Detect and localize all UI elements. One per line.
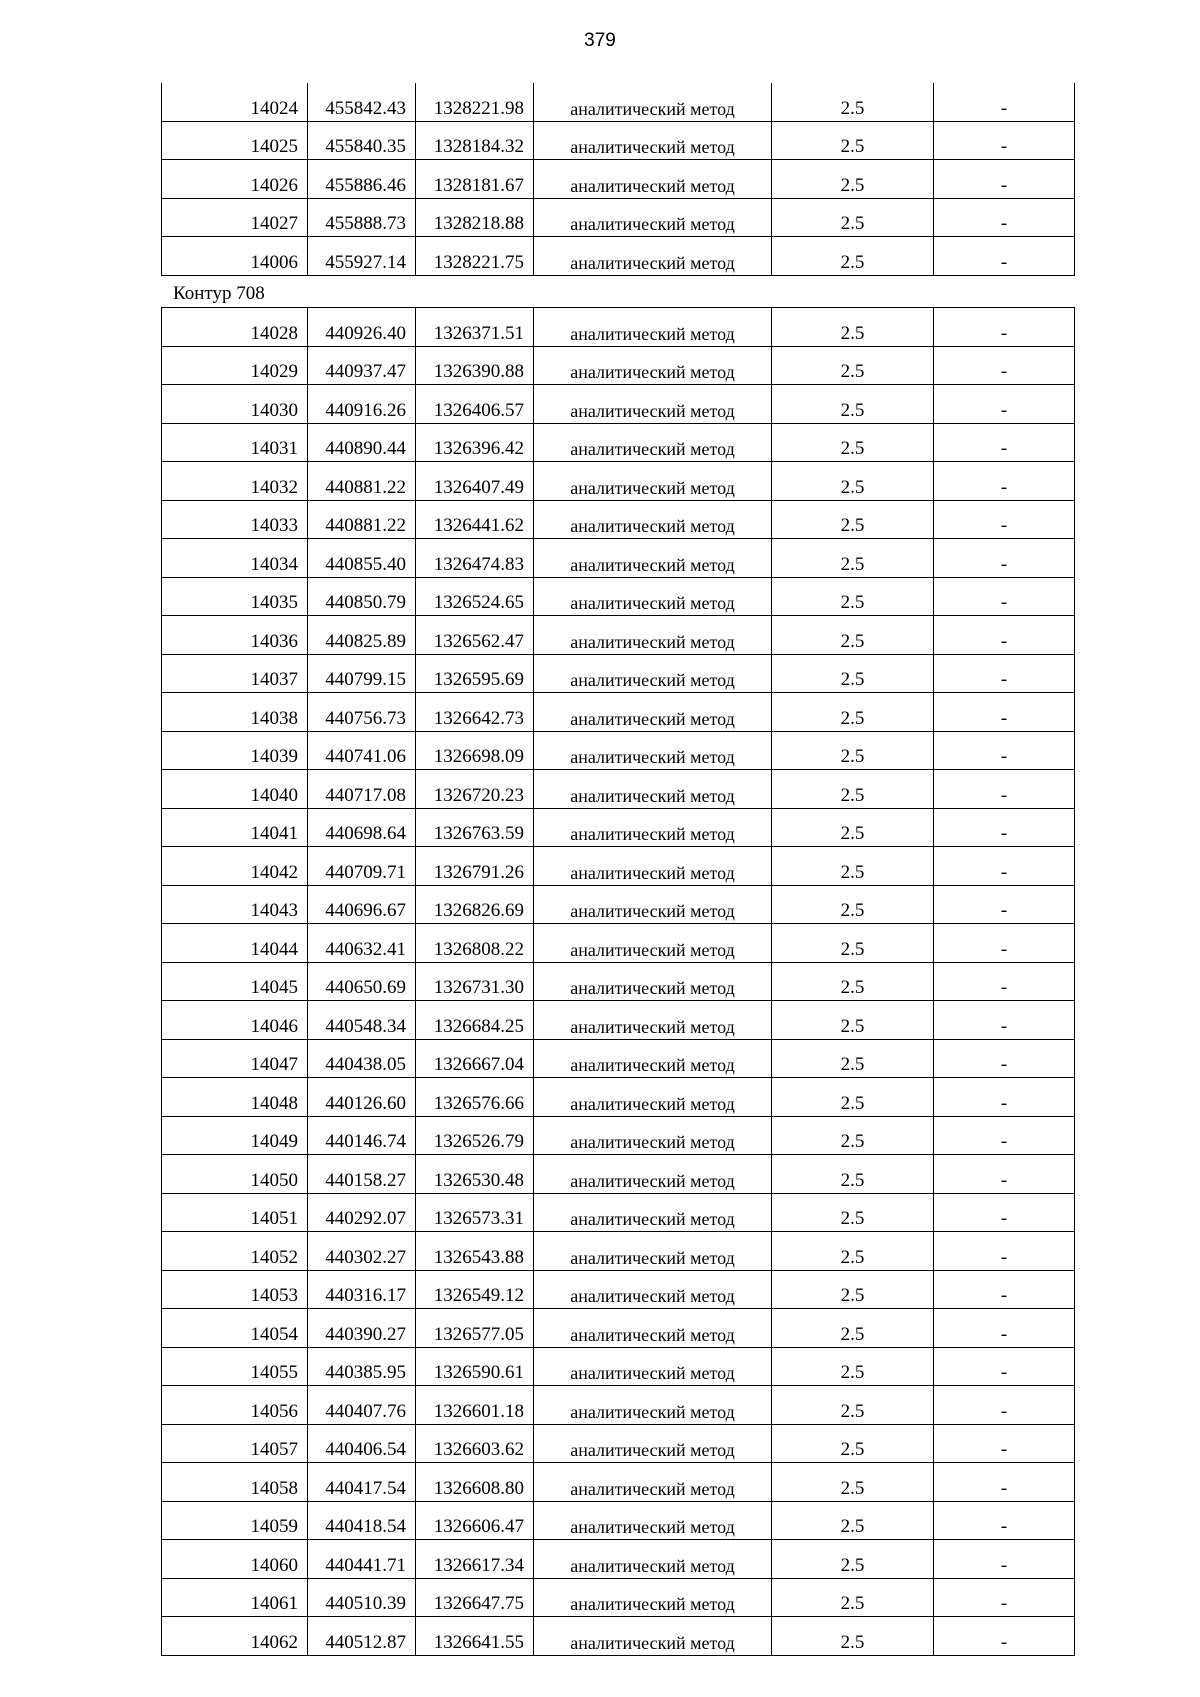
precision-cell: 2.5 — [772, 847, 934, 886]
y-coordinate-cell: 1326371.51 — [416, 308, 534, 347]
point-number-cell: 14051 — [162, 1193, 308, 1232]
precision-cell: 2.5 — [772, 1424, 934, 1463]
note-cell: - — [934, 1347, 1075, 1386]
precision-cell: 2.5 — [772, 693, 934, 732]
y-coordinate-cell: 1326731.30 — [416, 962, 534, 1001]
y-coordinate-cell: 1326647.75 — [416, 1578, 534, 1617]
y-coordinate-cell: 1326576.66 — [416, 1078, 534, 1117]
point-number-cell: 14056 — [162, 1386, 308, 1425]
table-row — [162, 1501, 1075, 1540]
method-cell: аналитический метод — [534, 83, 772, 121]
note-cell: - — [934, 121, 1075, 160]
y-coordinate-cell: 1326667.04 — [416, 1039, 534, 1078]
point-number-cell: 14024 — [162, 83, 308, 121]
y-coordinate-cell: 1326720.23 — [416, 770, 534, 809]
y-coordinate-cell: 1326595.69 — [416, 654, 534, 693]
method-cell: аналитический метод — [534, 160, 772, 199]
table-row — [162, 346, 1075, 385]
precision-cell: 2.5 — [772, 1617, 934, 1656]
y-coordinate-cell: 1326577.05 — [416, 1309, 534, 1348]
method-cell: аналитический метод — [534, 654, 772, 693]
point-number-cell: 14035 — [162, 577, 308, 616]
x-coordinate-cell: 440390.27 — [308, 1309, 416, 1348]
table-row — [162, 885, 1075, 924]
point-number-cell: 14043 — [162, 885, 308, 924]
y-coordinate-cell: 1326808.22 — [416, 924, 534, 963]
note-cell: - — [934, 693, 1075, 732]
method-cell: аналитический метод — [534, 616, 772, 655]
table-row — [162, 121, 1075, 160]
y-coordinate-cell: 1326590.61 — [416, 1347, 534, 1386]
y-coordinate-cell: 1326826.69 — [416, 885, 534, 924]
table-row — [162, 1039, 1075, 1078]
point-number-cell: 14041 — [162, 808, 308, 847]
table-row — [162, 1424, 1075, 1463]
table-row — [162, 462, 1075, 501]
precision-cell: 2.5 — [772, 1386, 934, 1425]
precision-cell: 2.5 — [772, 808, 934, 847]
note-cell: - — [934, 1270, 1075, 1309]
y-coordinate-cell: 1326549.12 — [416, 1270, 534, 1309]
precision-cell: 2.5 — [772, 500, 934, 539]
method-cell: аналитический метод — [534, 1193, 772, 1232]
y-coordinate-cell: 1326474.83 — [416, 539, 534, 578]
note-cell: - — [934, 1463, 1075, 1502]
point-number-cell: 14052 — [162, 1232, 308, 1271]
point-number-cell: 14054 — [162, 1309, 308, 1348]
method-cell: аналитический метод — [534, 1540, 772, 1579]
x-coordinate-cell: 440292.07 — [308, 1193, 416, 1232]
method-cell: аналитический метод — [534, 1617, 772, 1656]
x-coordinate-cell: 440510.39 — [308, 1578, 416, 1617]
table-row — [162, 577, 1075, 616]
x-coordinate-cell: 440650.69 — [308, 962, 416, 1001]
table-row — [162, 539, 1075, 578]
note-cell: - — [934, 924, 1075, 963]
point-number-cell: 14049 — [162, 1116, 308, 1155]
note-cell: - — [934, 808, 1075, 847]
note-cell: - — [934, 1540, 1075, 1579]
table-row — [162, 924, 1075, 963]
method-cell: аналитический метод — [534, 1501, 772, 1540]
note-cell: - — [934, 346, 1075, 385]
point-number-cell: 14032 — [162, 462, 308, 501]
table-row — [162, 1270, 1075, 1309]
point-number-cell: 14031 — [162, 423, 308, 462]
method-cell: аналитический метод — [534, 808, 772, 847]
table-row — [162, 731, 1075, 770]
y-coordinate-cell: 1326763.59 — [416, 808, 534, 847]
x-coordinate-cell: 440937.47 — [308, 346, 416, 385]
y-coordinate-cell: 1328218.88 — [416, 198, 534, 237]
x-coordinate-cell: 440696.67 — [308, 885, 416, 924]
point-number-cell: 14048 — [162, 1078, 308, 1117]
table-body — [162, 83, 1075, 275]
point-number-cell: 14055 — [162, 1347, 308, 1386]
y-coordinate-cell: 1326642.73 — [416, 693, 534, 732]
x-coordinate-cell: 440926.40 — [308, 308, 416, 347]
note-cell: - — [934, 423, 1075, 462]
y-coordinate-cell: 1326562.47 — [416, 616, 534, 655]
note-cell: - — [934, 237, 1075, 276]
x-coordinate-cell: 455842.43 — [308, 83, 416, 121]
method-cell: аналитический метод — [534, 1078, 772, 1117]
precision-cell: 2.5 — [772, 1501, 934, 1540]
note-cell: - — [934, 654, 1075, 693]
table-row — [162, 770, 1075, 809]
precision-cell: 2.5 — [772, 308, 934, 347]
table-row — [162, 308, 1075, 347]
method-cell: аналитический метод — [534, 1039, 772, 1078]
point-number-cell: 14029 — [162, 346, 308, 385]
precision-cell: 2.5 — [772, 83, 934, 121]
note-cell: - — [934, 1309, 1075, 1348]
method-cell: аналитический метод — [534, 346, 772, 385]
point-number-cell: 14006 — [162, 237, 308, 276]
note-cell: - — [934, 1232, 1075, 1271]
method-cell: аналитический метод — [534, 1001, 772, 1040]
y-coordinate-cell: 1328221.98 — [416, 83, 534, 121]
point-number-cell: 14034 — [162, 539, 308, 578]
table-row — [162, 198, 1075, 237]
x-coordinate-cell: 440632.41 — [308, 924, 416, 963]
method-cell: аналитический метод — [534, 1386, 772, 1425]
method-cell: аналитический метод — [534, 1155, 772, 1194]
y-coordinate-cell: 1328181.67 — [416, 160, 534, 199]
method-cell: аналитический метод — [534, 308, 772, 347]
point-number-cell: 14060 — [162, 1540, 308, 1579]
y-coordinate-cell: 1326684.25 — [416, 1001, 534, 1040]
precision-cell: 2.5 — [772, 654, 934, 693]
table-row — [162, 1617, 1075, 1656]
method-cell: аналитический метод — [534, 731, 772, 770]
precision-cell: 2.5 — [772, 1309, 934, 1348]
table-row — [162, 1309, 1075, 1348]
table-row — [162, 423, 1075, 462]
note-cell: - — [934, 1155, 1075, 1194]
y-coordinate-cell: 1326603.62 — [416, 1424, 534, 1463]
precision-cell: 2.5 — [772, 770, 934, 809]
table-row — [162, 1540, 1075, 1579]
note-cell: - — [934, 500, 1075, 539]
precision-cell: 2.5 — [772, 616, 934, 655]
table-row — [162, 1232, 1075, 1271]
x-coordinate-cell: 440302.27 — [308, 1232, 416, 1271]
method-cell: аналитический метод — [534, 385, 772, 424]
note-cell: - — [934, 1116, 1075, 1155]
note-cell: - — [934, 83, 1075, 121]
point-number-cell: 14058 — [162, 1463, 308, 1502]
point-number-cell: 14044 — [162, 924, 308, 963]
x-coordinate-cell: 440126.60 — [308, 1078, 416, 1117]
method-cell: аналитический метод — [534, 500, 772, 539]
coordinates-table-top — [161, 83, 1075, 276]
table-row — [162, 962, 1075, 1001]
y-coordinate-cell: 1326791.26 — [416, 847, 534, 886]
note-cell: - — [934, 1424, 1075, 1463]
precision-cell: 2.5 — [772, 1578, 934, 1617]
table-row — [162, 237, 1075, 276]
y-coordinate-cell: 1326390.88 — [416, 346, 534, 385]
method-cell: аналитический метод — [534, 1347, 772, 1386]
y-coordinate-cell: 1326530.48 — [416, 1155, 534, 1194]
method-cell: аналитический метод — [534, 962, 772, 1001]
note-cell: - — [934, 1078, 1075, 1117]
table-row — [162, 654, 1075, 693]
note-cell: - — [934, 577, 1075, 616]
y-coordinate-cell: 1328221.75 — [416, 237, 534, 276]
note-cell: - — [934, 539, 1075, 578]
precision-cell: 2.5 — [772, 1193, 934, 1232]
precision-cell: 2.5 — [772, 539, 934, 578]
method-cell: аналитический метод — [534, 237, 772, 276]
table-row — [162, 847, 1075, 886]
note-cell: - — [934, 308, 1075, 347]
note-cell: - — [934, 770, 1075, 809]
table-row — [162, 385, 1075, 424]
y-coordinate-cell: 1326601.18 — [416, 1386, 534, 1425]
x-coordinate-cell: 440850.79 — [308, 577, 416, 616]
precision-cell: 2.5 — [772, 885, 934, 924]
y-coordinate-cell: 1326543.88 — [416, 1232, 534, 1271]
note-cell: - — [934, 160, 1075, 199]
x-coordinate-cell: 440717.08 — [308, 770, 416, 809]
y-coordinate-cell: 1328184.32 — [416, 121, 534, 160]
point-number-cell: 14025 — [162, 121, 308, 160]
point-number-cell: 14061 — [162, 1578, 308, 1617]
method-cell: аналитический метод — [534, 924, 772, 963]
point-number-cell: 14028 — [162, 308, 308, 347]
y-coordinate-cell: 1326406.57 — [416, 385, 534, 424]
precision-cell: 2.5 — [772, 121, 934, 160]
y-coordinate-cell: 1326641.55 — [416, 1617, 534, 1656]
x-coordinate-cell: 440417.54 — [308, 1463, 416, 1502]
method-cell: аналитический метод — [534, 423, 772, 462]
point-number-cell: 14040 — [162, 770, 308, 809]
precision-cell: 2.5 — [772, 423, 934, 462]
y-coordinate-cell: 1326608.80 — [416, 1463, 534, 1502]
note-cell: - — [934, 198, 1075, 237]
method-cell: аналитический метод — [534, 1232, 772, 1271]
note-cell: - — [934, 962, 1075, 1001]
precision-cell: 2.5 — [772, 924, 934, 963]
precision-cell: 2.5 — [772, 385, 934, 424]
precision-cell: 2.5 — [772, 1347, 934, 1386]
table-row — [162, 83, 1075, 121]
precision-cell: 2.5 — [772, 1078, 934, 1117]
precision-cell: 2.5 — [772, 1270, 934, 1309]
x-coordinate-cell: 440407.76 — [308, 1386, 416, 1425]
point-number-cell: 14039 — [162, 731, 308, 770]
table-row — [162, 1001, 1075, 1040]
x-coordinate-cell: 455888.73 — [308, 198, 416, 237]
point-number-cell: 14046 — [162, 1001, 308, 1040]
x-coordinate-cell: 455927.14 — [308, 237, 416, 276]
point-number-cell: 14053 — [162, 1270, 308, 1309]
y-coordinate-cell: 1326617.34 — [416, 1540, 534, 1579]
table-row — [162, 1463, 1075, 1502]
y-coordinate-cell: 1326407.49 — [416, 462, 534, 501]
note-cell: - — [934, 1001, 1075, 1040]
note-cell: - — [934, 847, 1075, 886]
x-coordinate-cell: 440158.27 — [308, 1155, 416, 1194]
x-coordinate-cell: 440438.05 — [308, 1039, 416, 1078]
precision-cell: 2.5 — [772, 731, 934, 770]
method-cell: аналитический метод — [534, 1116, 772, 1155]
y-coordinate-cell: 1326606.47 — [416, 1501, 534, 1540]
precision-cell: 2.5 — [772, 1116, 934, 1155]
x-coordinate-cell: 440316.17 — [308, 1270, 416, 1309]
x-coordinate-cell: 440825.89 — [308, 616, 416, 655]
point-number-cell: 14030 — [162, 385, 308, 424]
table-body — [162, 308, 1075, 1656]
y-coordinate-cell: 1326573.31 — [416, 1193, 534, 1232]
y-coordinate-cell: 1326526.79 — [416, 1116, 534, 1155]
point-number-cell: 14036 — [162, 616, 308, 655]
x-coordinate-cell: 440881.22 — [308, 462, 416, 501]
method-cell: аналитический метод — [534, 770, 772, 809]
method-cell: аналитический метод — [534, 1424, 772, 1463]
x-coordinate-cell: 440741.06 — [308, 731, 416, 770]
method-cell: аналитический метод — [534, 1309, 772, 1348]
table-row — [162, 693, 1075, 732]
point-number-cell: 14042 — [162, 847, 308, 886]
note-cell: - — [934, 462, 1075, 501]
precision-cell: 2.5 — [772, 346, 934, 385]
x-coordinate-cell: 440418.54 — [308, 1501, 416, 1540]
point-number-cell: 14026 — [162, 160, 308, 199]
x-coordinate-cell: 440890.44 — [308, 423, 416, 462]
note-cell: - — [934, 616, 1075, 655]
precision-cell: 2.5 — [772, 1540, 934, 1579]
x-coordinate-cell: 440146.74 — [308, 1116, 416, 1155]
table-row — [162, 160, 1075, 199]
coordinates-table-main — [161, 307, 1075, 1656]
y-coordinate-cell: 1326441.62 — [416, 500, 534, 539]
precision-cell: 2.5 — [772, 1232, 934, 1271]
x-coordinate-cell: 440855.40 — [308, 539, 416, 578]
y-coordinate-cell: 1326396.42 — [416, 423, 534, 462]
x-coordinate-cell: 440385.95 — [308, 1347, 416, 1386]
point-number-cell: 14033 — [162, 500, 308, 539]
point-number-cell: 14050 — [162, 1155, 308, 1194]
x-coordinate-cell: 440916.26 — [308, 385, 416, 424]
table-row — [162, 616, 1075, 655]
precision-cell: 2.5 — [772, 160, 934, 199]
table-row — [162, 1078, 1075, 1117]
point-number-cell: 14045 — [162, 962, 308, 1001]
method-cell: аналитический метод — [534, 1270, 772, 1309]
point-number-cell: 14027 — [162, 198, 308, 237]
x-coordinate-cell: 440512.87 — [308, 1617, 416, 1656]
note-cell: - — [934, 1039, 1075, 1078]
precision-cell: 2.5 — [772, 1463, 934, 1502]
table-row — [162, 808, 1075, 847]
note-cell: - — [934, 1193, 1075, 1232]
precision-cell: 2.5 — [772, 1155, 934, 1194]
table-row — [162, 500, 1075, 539]
point-number-cell: 14062 — [162, 1617, 308, 1656]
note-cell: - — [934, 385, 1075, 424]
note-cell: - — [934, 1617, 1075, 1656]
method-cell: аналитический метод — [534, 693, 772, 732]
x-coordinate-cell: 455840.35 — [308, 121, 416, 160]
method-cell: аналитический метод — [534, 198, 772, 237]
method-cell: аналитический метод — [534, 847, 772, 886]
point-number-cell: 14038 — [162, 693, 308, 732]
x-coordinate-cell: 440441.71 — [308, 1540, 416, 1579]
point-number-cell: 14047 — [162, 1039, 308, 1078]
note-cell: - — [934, 1578, 1075, 1617]
x-coordinate-cell: 455886.46 — [308, 160, 416, 199]
method-cell: аналитический метод — [534, 885, 772, 924]
precision-cell: 2.5 — [772, 1039, 934, 1078]
x-coordinate-cell: 440709.71 — [308, 847, 416, 886]
x-coordinate-cell: 440698.64 — [308, 808, 416, 847]
section-label: Контур 708 — [173, 283, 265, 304]
x-coordinate-cell: 440799.15 — [308, 654, 416, 693]
point-number-cell: 14057 — [162, 1424, 308, 1463]
table-row — [162, 1155, 1075, 1194]
note-cell: - — [934, 885, 1075, 924]
table-row — [162, 1347, 1075, 1386]
method-cell: аналитический метод — [534, 1578, 772, 1617]
method-cell: аналитический метод — [534, 1463, 772, 1502]
y-coordinate-cell: 1326698.09 — [416, 731, 534, 770]
x-coordinate-cell: 440548.34 — [308, 1001, 416, 1040]
precision-cell: 2.5 — [772, 1001, 934, 1040]
table-row — [162, 1116, 1075, 1155]
precision-cell: 2.5 — [772, 198, 934, 237]
x-coordinate-cell: 440881.22 — [308, 500, 416, 539]
note-cell: - — [934, 731, 1075, 770]
precision-cell: 2.5 — [772, 237, 934, 276]
precision-cell: 2.5 — [772, 462, 934, 501]
method-cell: аналитический метод — [534, 462, 772, 501]
point-number-cell: 14037 — [162, 654, 308, 693]
method-cell: аналитический метод — [534, 121, 772, 160]
page-number: 379 — [584, 30, 616, 51]
x-coordinate-cell: 440756.73 — [308, 693, 416, 732]
table-row — [162, 1578, 1075, 1617]
table-row — [162, 1193, 1075, 1232]
x-coordinate-cell: 440406.54 — [308, 1424, 416, 1463]
point-number-cell: 14059 — [162, 1501, 308, 1540]
table-row — [162, 1386, 1075, 1425]
note-cell: - — [934, 1386, 1075, 1425]
method-cell: аналитический метод — [534, 577, 772, 616]
y-coordinate-cell: 1326524.65 — [416, 577, 534, 616]
method-cell: аналитический метод — [534, 539, 772, 578]
precision-cell: 2.5 — [772, 577, 934, 616]
precision-cell: 2.5 — [772, 962, 934, 1001]
note-cell: - — [934, 1501, 1075, 1540]
